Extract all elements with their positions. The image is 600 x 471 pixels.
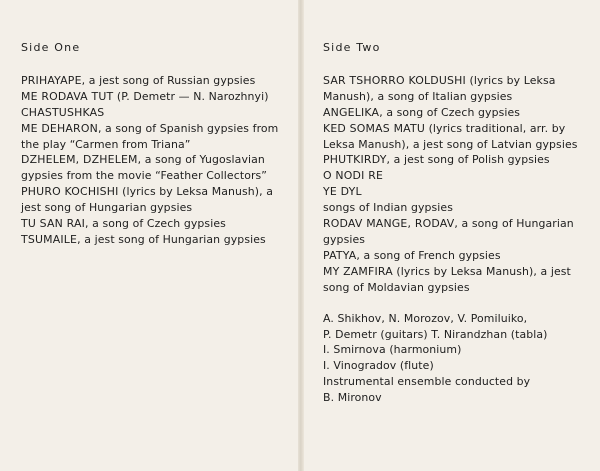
side-one-panel [21,40,293,248]
credit-line: B. Mironov [323,391,382,405]
track-item: PHURO KOCHISHI (lyrics by Leksa Manush), a jest song of Hungarian gypsies [21,185,273,215]
track-item: PATYA, a song of French gypsies [323,248,501,262]
track-item: songs of Indian gypsies [323,201,453,215]
track-item: ANGELIKA, a song of Czech gypsies [323,105,521,119]
track-item: CHASTUSHKAS [21,105,105,119]
track-item: ME DEHARON, a song of Spanish gypsies from the play “Carmen from Triana” [21,121,279,151]
credit-line: I. Vinogradov (flute) [323,359,434,373]
credit-line: P. Demetr (guitars) T. Nirandzhan (tabla) [323,327,548,341]
track-item: TU SAN RAI, a song of Czech gypsies [21,217,226,231]
track-item: PHUTKIRDY, a jest song of Polish gypsies [323,153,550,167]
track-item: ME RODAVA TUT (P. Demetr — N. Narozhnyi) [21,89,269,103]
side-one-heading: Side One [21,41,81,54]
track-item: KED SOMAS MATU (lyrics traditional, arr. by Leksa Manush), a jest song of Latvian gypsies [323,121,578,151]
side-two-heading: Side Two [323,41,381,54]
side-two-panel [323,40,595,406]
track-item: O NODI RE [323,169,384,183]
track-item: PRIHAYAPE, a jest song of Russian gypsies [21,73,256,87]
credit-line: A. Shikhov, N. Morozov, V. Pomiluiko, [323,311,528,325]
side-two-tracklist [323,73,595,296]
track-item: RODAV MANGE, RODAV, a song of Hungarian gypsies [323,217,574,246]
credit-line: Instrumental ensemble conducted by [323,375,531,389]
credit-line: I. Smirnova (harmonium) [323,343,462,357]
track-item: DZHELEM, DZHELEM, a song of Yugoslavian gypsies from the movie “Feather Collectors” [21,153,268,183]
performer-credits [323,311,595,406]
center-fold [298,0,304,471]
side-one-tracklist [21,73,293,248]
track-item: YE DYL [323,185,362,199]
track-item: SAR TSHORRO KOLDUSHI (lyrics by Leksa Manush), a song of Italian gypsies [323,73,556,103]
track-item: MY ZAMFIRA (lyrics by Leksa Manush), a jest song of Moldavian gypsies [323,264,571,294]
track-item: TSUMAILE, a jest song of Hungarian gypsies [21,232,266,246]
